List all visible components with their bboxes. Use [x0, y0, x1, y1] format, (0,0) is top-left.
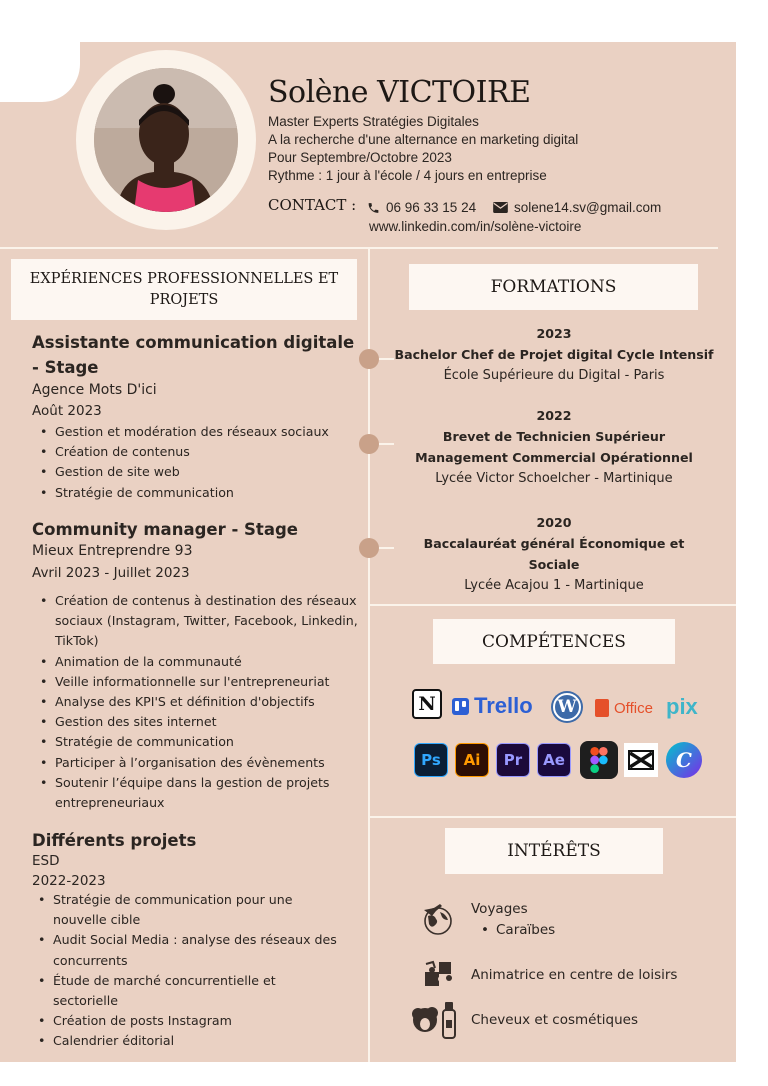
job-date: Août 2023	[32, 403, 102, 419]
photoshop-icon: Ps	[414, 743, 448, 777]
list-item: • Audit Social Media : analyse des réseaux des concurrents	[38, 930, 338, 970]
office-label: Office	[614, 699, 653, 717]
job-tasks	[40, 422, 358, 503]
profile-photo	[94, 68, 238, 212]
job-date: 2022-2023	[32, 873, 106, 889]
list-item: • Étude de marché concurrentielle et sectorielle	[38, 971, 338, 1011]
formation-school: Lycée Acajou 1 - Martinique	[464, 578, 644, 593]
list-item: • Création de contenus	[40, 442, 358, 462]
office-mark	[595, 699, 609, 717]
candidate-name: Solène VICTOIRE	[268, 75, 531, 110]
notion-icon: N	[412, 689, 442, 719]
list-item: • Participer à l’organisation des évènements	[40, 753, 358, 773]
premiere-icon: Pr	[496, 743, 530, 777]
illustrator-icon: Ai	[455, 743, 489, 777]
list-item: • Gestion de site web	[40, 462, 358, 482]
phone-number: 06 96 33 15 24	[386, 200, 477, 215]
interest-animatrice: Animatrice en centre de loisirs	[471, 967, 678, 983]
trello-label: Trello	[474, 693, 533, 718]
competences-divider	[370, 816, 736, 818]
linkedin-link[interactable]	[369, 219, 581, 234]
envelope-icon	[493, 202, 508, 213]
formation-year: 2020	[536, 515, 572, 530]
pix-icon: pix	[666, 694, 698, 719]
canva-icon: C	[666, 742, 702, 778]
job-company: ESD	[32, 853, 60, 869]
interest-travel: Voyages	[471, 901, 528, 917]
formation-degree: Brevet de Technicien Supérieur	[442, 429, 666, 444]
wordpress-icon: W	[553, 693, 581, 721]
capcut-icon	[624, 743, 658, 777]
header-line-dates: Pour Septembre/Octobre 2023	[268, 150, 452, 165]
phone-contact[interactable]	[367, 200, 476, 215]
header-line-rhythm: Rythme : 1 jour à l'école / 4 jours en entreprise	[268, 168, 547, 183]
formation-year: 2023	[536, 326, 572, 341]
formation-school: École Supérieure du Digital - Paris	[443, 368, 665, 383]
list-item: • Création de posts Instagram	[38, 1011, 338, 1031]
list-item: • Veille informationnelle sur l'entrepreneuriat	[40, 672, 358, 692]
contact-label: CONTACT :	[268, 196, 357, 214]
travel-list	[481, 920, 768, 940]
job-title: Différents projets	[32, 831, 197, 850]
job-company: Agence Mots D'ici	[32, 382, 157, 398]
formation-year: 2022	[536, 408, 572, 423]
figma-icon	[580, 741, 618, 779]
list-item: • Stratégie de communication pour une nouvelle cible	[38, 890, 338, 930]
interets-title: INTÉRÊTS	[445, 828, 663, 874]
job-date: Avril 2023 - Juillet 2023	[32, 565, 190, 581]
list-item: • Animation de la communauté	[40, 652, 358, 672]
job-tasks	[38, 890, 338, 1052]
list-item: • Soutenir l’équipe dans la gestion de projets entrepreneuriaux	[40, 773, 358, 813]
office-icon	[595, 697, 653, 719]
list-item: • Création de contenus à destination des réseaux sociaux (Instagram, Twitter, Facebook, Linkedin, TikTok)	[40, 591, 358, 652]
competences-title: COMPÉTENCES	[433, 619, 675, 664]
list-item: • Gestion et modération des réseaux sociaux	[40, 422, 358, 442]
globe-plane-icon	[420, 902, 456, 942]
formation-degree: Baccalauréat général Économique et	[423, 536, 685, 551]
linkedin-url: www.linkedin.com/in/solène-victoire	[369, 219, 582, 234]
job-title: Community manager - Stage	[32, 520, 298, 539]
formations-title: FORMATIONS	[409, 264, 698, 310]
formations-divider	[370, 604, 736, 606]
formation-item	[370, 405, 738, 489]
trello-mark	[452, 698, 469, 715]
header-line-search: A la recherche d'une alternance en marketing digital	[268, 132, 579, 147]
formation-degree: Management Commercial Opérationnel	[415, 450, 693, 465]
puzzle-icon	[421, 958, 455, 996]
header-divider	[0, 247, 718, 249]
capcut-mark	[627, 749, 655, 771]
list-item: • Stratégie de communication	[40, 483, 358, 503]
experiences-title: EXPÉRIENCES PROFESSIONNELLES ET PROJETS	[11, 259, 357, 320]
formation-item	[370, 323, 738, 386]
interest-cheveux: Cheveux et cosmétiques	[471, 1012, 638, 1028]
job-title: Assistante communication digitale - Stage	[32, 333, 355, 377]
formation-degree: Sociale	[528, 557, 580, 572]
trello-icon	[452, 693, 533, 719]
formation-item	[370, 512, 738, 596]
hair-cosmetics-icon	[409, 1000, 461, 1044]
list-item: • Caraïbes	[481, 920, 768, 940]
list-item: • Stratégie de communication	[40, 732, 358, 752]
figma-mark	[590, 747, 608, 773]
job-tasks	[40, 591, 358, 813]
header-line-master: Master Experts Stratégies Digitales	[268, 114, 479, 129]
email-contact[interactable]	[493, 200, 661, 215]
list-item: • Analyse des KPI'S et définition d'objectifs	[40, 692, 358, 712]
after-effects-icon: Ae	[537, 743, 571, 777]
formation-degree: Bachelor Chef de Projet digital Cycle Intensif	[394, 347, 714, 362]
job-company: Mieux Entreprendre 93	[32, 543, 193, 559]
phone-icon	[367, 201, 380, 215]
formation-school: Lycée Victor Schoelcher - Martinique	[435, 471, 673, 486]
email-address: solene14.sv@gmail.com	[514, 200, 662, 215]
list-item: • Calendrier éditorial	[38, 1031, 338, 1051]
list-item: • Gestion des sites internet	[40, 712, 358, 732]
